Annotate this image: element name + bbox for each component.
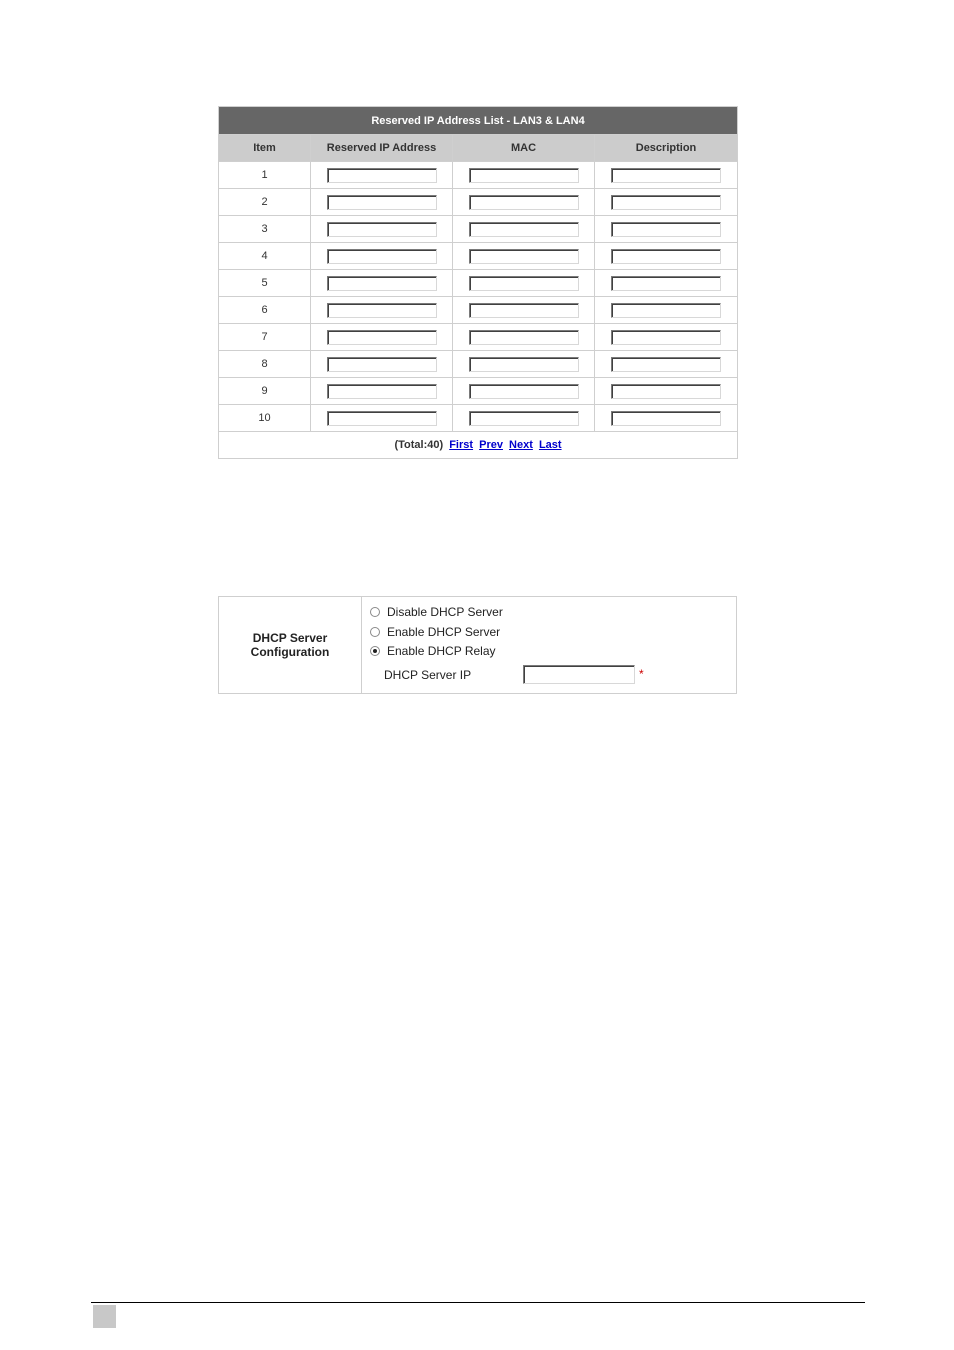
dhcp-config-label-line2: Configuration [250, 645, 330, 659]
pager-prev-link[interactable]: Prev [479, 439, 503, 451]
mac-input[interactable] [469, 303, 579, 318]
description-input[interactable] [611, 276, 721, 291]
table-row [219, 324, 738, 351]
table-row [219, 405, 738, 432]
description-cell [595, 243, 738, 270]
item-number: 5 [219, 270, 311, 297]
mac-cell [453, 270, 595, 297]
radio-enable-dhcp-relay[interactable] [370, 646, 380, 656]
item-number: 10 [219, 405, 311, 432]
mac-cell [453, 189, 595, 216]
description-cell [595, 162, 738, 189]
mac-input[interactable] [469, 222, 579, 237]
mac-input[interactable] [469, 195, 579, 210]
description-cell [595, 297, 738, 324]
table-header-row [219, 135, 738, 162]
item-number: 6 [219, 297, 311, 324]
dhcp-options [362, 597, 736, 693]
column-header-description: Description [595, 135, 738, 162]
reserved-ip-cell [311, 270, 453, 297]
reserved-ip-cell [311, 162, 453, 189]
reserved-ip-input[interactable] [327, 168, 437, 183]
item-number: 2 [219, 189, 311, 216]
item-number: 4 [219, 243, 311, 270]
table-row [219, 162, 738, 189]
column-header-mac: MAC [453, 135, 595, 162]
footer-divider [91, 1302, 865, 1303]
item-number: 7 [219, 324, 311, 351]
description-input[interactable] [611, 357, 721, 372]
reserved-ip-cell [311, 405, 453, 432]
description-cell [595, 378, 738, 405]
pager [219, 432, 738, 459]
dhcp-server-ip-input[interactable] [523, 665, 635, 684]
reserved-ip-input[interactable] [327, 303, 437, 318]
description-cell [595, 324, 738, 351]
dhcp-config-label-line1: DHCP Server [252, 631, 328, 645]
dhcp-server-ip-label: DHCP Server IP [384, 668, 472, 682]
description-input[interactable] [611, 411, 721, 426]
description-input[interactable] [611, 195, 721, 210]
mac-cell [453, 297, 595, 324]
item-number: 8 [219, 351, 311, 378]
reserved-ip-input[interactable] [327, 357, 437, 372]
description-input[interactable] [611, 384, 721, 399]
description-input[interactable] [611, 168, 721, 183]
option-disable-dhcp-server[interactable] [370, 605, 503, 619]
item-number: 9 [219, 378, 311, 405]
pager-total: (Total:40) [394, 439, 444, 451]
option-label-enable-dhcp-relay: Enable DHCP Relay [387, 644, 496, 658]
option-label-disable-dhcp-server: Disable DHCP Server [387, 605, 503, 619]
reserved-ip-cell [311, 189, 453, 216]
mac-input[interactable] [469, 168, 579, 183]
reserved-ip-cell [311, 324, 453, 351]
option-enable-dhcp-relay[interactable] [370, 644, 496, 658]
description-input[interactable] [611, 330, 721, 345]
table-body [219, 162, 738, 432]
description-cell [595, 270, 738, 297]
dhcp-config-label [219, 597, 362, 693]
mac-cell [453, 405, 595, 432]
mac-cell [453, 351, 595, 378]
reserved-ip-cell [311, 216, 453, 243]
reserved-ip-cell [311, 378, 453, 405]
table-row [219, 243, 738, 270]
description-cell [595, 216, 738, 243]
reserved-ip-input[interactable] [327, 276, 437, 291]
mac-input[interactable] [469, 330, 579, 345]
item-number: 1 [219, 162, 311, 189]
radio-enable-dhcp-server[interactable] [370, 627, 380, 637]
mac-input[interactable] [469, 249, 579, 264]
pager-next-link[interactable]: Next [509, 439, 533, 451]
mac-cell [453, 378, 595, 405]
item-number: 3 [219, 216, 311, 243]
mac-cell [453, 162, 595, 189]
reserved-ip-input[interactable] [327, 411, 437, 426]
description-input[interactable] [611, 249, 721, 264]
reserved-ip-cell [311, 297, 453, 324]
mac-cell [453, 216, 595, 243]
reserved-ip-input[interactable] [327, 249, 437, 264]
description-cell [595, 351, 738, 378]
pager-row [219, 432, 738, 459]
option-label-enable-dhcp-server: Enable DHCP Server [387, 625, 501, 639]
mac-input[interactable] [469, 276, 579, 291]
option-enable-dhcp-server[interactable] [370, 625, 500, 639]
mac-input[interactable] [469, 357, 579, 372]
column-header-item: Item [219, 135, 311, 162]
dhcp-server-config-panel [218, 596, 737, 694]
mac-input[interactable] [469, 411, 579, 426]
reserved-ip-cell [311, 351, 453, 378]
page-number-box [93, 1305, 116, 1328]
column-header-reserved-ip: Reserved IP Address [311, 135, 453, 162]
mac-input[interactable] [469, 384, 579, 399]
description-input[interactable] [611, 303, 721, 318]
table-row [219, 351, 738, 378]
pager-last-link[interactable]: Last [538, 439, 562, 451]
mac-cell [453, 243, 595, 270]
table-row [219, 189, 738, 216]
table-title-row [219, 107, 738, 135]
radio-disable-dhcp-server[interactable] [370, 607, 380, 617]
reserved-ip-table [218, 106, 738, 459]
reserved-ip-input[interactable] [327, 222, 437, 237]
reserved-ip-cell [311, 243, 453, 270]
description-cell [595, 189, 738, 216]
table-row [219, 270, 738, 297]
required-asterisk: * [639, 667, 644, 681]
reserved-ip-input[interactable] [327, 195, 437, 210]
table-row [219, 216, 738, 243]
reserved-ip-input[interactable] [327, 384, 437, 399]
mac-cell [453, 324, 595, 351]
reserved-ip-input[interactable] [327, 330, 437, 345]
description-input[interactable] [611, 222, 721, 237]
table-title: Reserved IP Address List - LAN3 & LAN4 [219, 107, 738, 135]
description-cell [595, 405, 738, 432]
pager-first-link[interactable]: First [449, 439, 474, 451]
table-row [219, 378, 738, 405]
table-row [219, 297, 738, 324]
